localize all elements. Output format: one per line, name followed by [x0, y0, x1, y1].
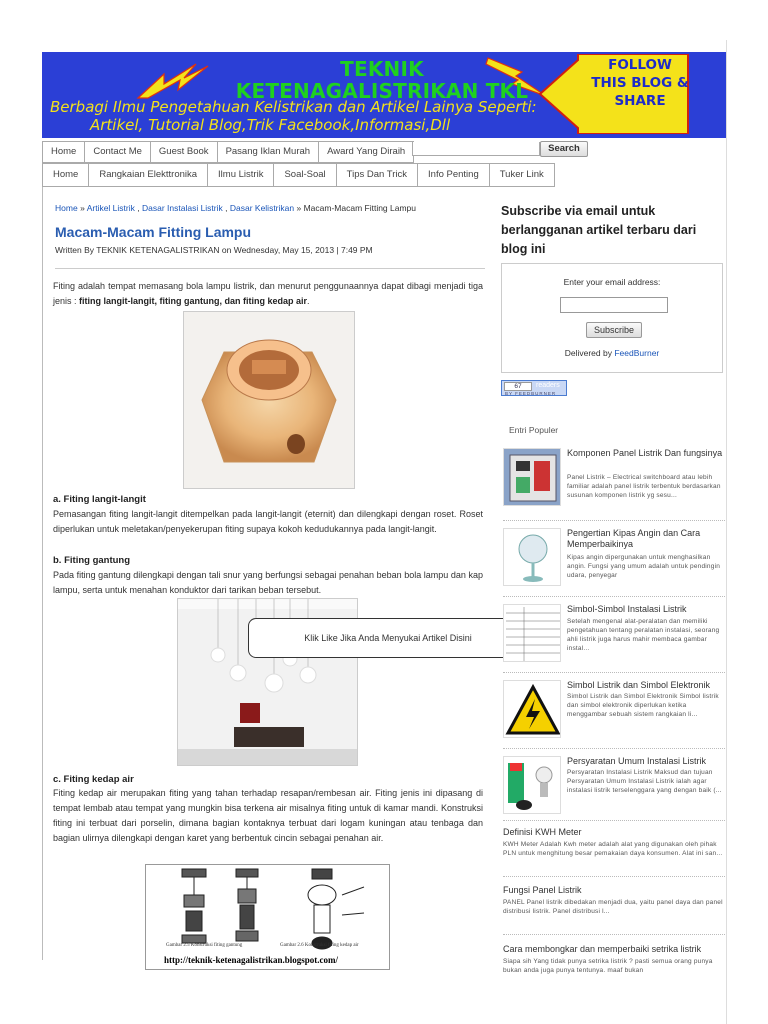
- blog-subtitle-line2: Artikel, Tutorial Blog,Trik Facebook,Informasi,Dll: [90, 116, 451, 134]
- popular-excerpt: Simbol Listrik dan Simbol Elektronik Simbol listrik dan simbol elektronik diperlukan ketika menggambar sebuah sistem rangkaian li...: [567, 693, 719, 718]
- nav-item-award[interactable]: Award Yang Diraih: [319, 142, 414, 162]
- warning-thumbnail: [503, 680, 561, 738]
- readers-footer: BY FEEDBURNER: [505, 391, 557, 396]
- popular-title[interactable]: Pengertian Kipas Angin dan Cara Memperbaikinya: [567, 528, 701, 549]
- popular-item[interactable]: [503, 528, 725, 586]
- section-c-title: c. Fiting kedap air: [53, 774, 134, 785]
- content-frame-left: [42, 150, 43, 960]
- search-button[interactable]: Search: [540, 141, 588, 157]
- popular-item[interactable]: [503, 756, 725, 818]
- feedburner-link[interactable]: FeedBurner: [614, 348, 660, 358]
- breadcrumb-dasar-kelistrikan[interactable]: Dasar Kelistrikan: [229, 203, 295, 213]
- breadcrumb-home[interactable]: Home: [55, 203, 78, 213]
- popular-item-text[interactable]: [503, 885, 725, 916]
- search-input[interactable]: [412, 142, 540, 156]
- popular-title[interactable]: Simbol Listrik dan Simbol Elektronik: [567, 680, 711, 690]
- separator: [503, 934, 725, 935]
- subscribe-heading: Subscribe via email untuk berlangganan artikel terbaru dari blog ini: [501, 204, 697, 256]
- separator: [503, 672, 725, 673]
- fan-thumbnail: [503, 528, 561, 586]
- feedburner-readers-badge[interactable]: [501, 380, 567, 396]
- subscribe-box: [501, 263, 723, 373]
- panel-thumbnail: [503, 448, 561, 506]
- symbols-thumbnail: [503, 604, 561, 662]
- cat-nav-tuker-link[interactable]: Tuker Link: [490, 164, 555, 186]
- figure-caption-left: Gambar 2.5 Konstruksi fiting gantung: [166, 943, 243, 948]
- popular-excerpt: Panel Listrik – Electrical switchboard atau lebih familiar adalah panel listrik terbentuk berdasarkan susunan komponen listrik yg sesu...: [567, 474, 721, 499]
- nav-item-contact[interactable]: Contact Me: [85, 142, 151, 162]
- popular-item-text[interactable]: [503, 944, 725, 975]
- top-nav: [42, 141, 414, 163]
- breadcrumb: Home » Artikel Listrik , Dasar Instalasi Listrik , Dasar Kelistrikan » Macam-Macam Fitting Lampu: [55, 203, 417, 213]
- popular-excerpt: Setelah mengenal alat-peralatan dan memiliki pengetahuan tentang peralatan instalasi, seorang ahli listrik juga harus mahir membaca gambar instal...: [567, 618, 720, 652]
- section-a-title: a. Fiting langit-langit: [53, 494, 146, 505]
- readers-count: 67: [504, 382, 532, 391]
- separator: [503, 820, 725, 821]
- popular-excerpt: KWH Meter Adalah Kwh meter adalah alat yang digunakan oleh pihak PLN untuk menghitung besar pemakaian daya konsumen. Alat ini san...: [503, 841, 723, 857]
- breadcrumb-sep: »: [80, 203, 85, 213]
- cat-nav-soal[interactable]: Soal-Soal: [274, 164, 336, 186]
- section-b-title: b. Fiting gantung: [53, 555, 131, 566]
- popular-title[interactable]: Fungsi Panel Listrik: [503, 885, 582, 895]
- blog-subtitle-line1: Berbagi Ilmu Pengetahuan Kelistrikan dan Artikel Lainya Seperti:: [50, 98, 537, 116]
- popular-title[interactable]: Simbol-Simbol Instalasi Listrik: [567, 604, 687, 614]
- popular-item[interactable]: [503, 680, 725, 742]
- popular-title[interactable]: Definisi KWH Meter: [503, 827, 582, 837]
- email-field[interactable]: [560, 297, 668, 313]
- cat-nav-info[interactable]: Info Penting: [418, 164, 490, 186]
- follow-blog-badge[interactable]: FOLLOW THIS BLOG & SHARE: [591, 57, 689, 109]
- figure-caption-right: Gambar 2.6 Konstruksi fiting kedap air: [280, 943, 359, 948]
- separator: [503, 596, 725, 597]
- blog-title[interactable]: TEKNIK KETENAGALISTRIKAN TKL: [235, 57, 529, 103]
- category-nav: [42, 163, 555, 187]
- intro-bold: fiting langit-langit, fiting gantung, dan fiting kedap air: [79, 296, 307, 306]
- breadcrumb-artikel-listrik[interactable]: Artikel Listrik: [86, 203, 135, 213]
- popular-heading: Entri Populer: [509, 425, 559, 435]
- popular-excerpt: Persyaratan Instalasi Listrik Maksud dan tujuan Persyaratan Umum Instalasi Listrik ialah agar instalasi listrik terselenggara yang dengan baik (...: [567, 769, 722, 794]
- cat-nav-home[interactable]: Home: [42, 164, 89, 186]
- post-meta: Written By TEKNIK KETENAGALISTRIKAN on Wednesday, May 15, 2013 | 7:49 PM: [55, 245, 373, 255]
- section-c-text: Fiting kedap air merupakan fiting yang tahan terhadap resapan/rembesan air. Fiting jenis ini dipasang di tempat lembab atau tempat yang mungkin bisa terkena air misalnya fiting untuk di kamar mandi. Konstruksi fiting ini terbuat dari porselin, dimana bagian kontaknya terbuat dari logam kuningan atau tenbaga dan bagian ulirnya dilengkapi dengan karet yang berbentuk cincin sebagai penahan air.: [53, 788, 483, 843]
- popular-title[interactable]: Komponen Panel Listrik Dan fungsinya: [567, 448, 723, 458]
- breadcrumb-dasar-instalasi[interactable]: Dasar Instalasi Listrik: [141, 203, 223, 213]
- lightning-bolt-icon: [134, 60, 224, 100]
- separator: [503, 748, 725, 749]
- popular-item[interactable]: [503, 604, 725, 666]
- popular-title[interactable]: Cara membongkar dan memperbaiki setrika listrik: [503, 944, 702, 954]
- like-popup[interactable]: Klik Like Jika Anda Menyukai Artikel Disini: [248, 618, 528, 658]
- nav-item-pasang-iklan[interactable]: Pasang Iklan Murah: [218, 142, 320, 162]
- nav-item-guestbook[interactable]: Guest Book: [151, 142, 218, 162]
- cat-nav-rangkaian[interactable]: Rangkaian Elekttronika: [89, 164, 208, 186]
- separator: [503, 876, 725, 877]
- intro-text: Fiting adalah tempat memasang bola lampu listrik, dan menurut penggunaannya dapat dibagi menjadi tiga jenis :: [53, 281, 483, 306]
- popular-excerpt: PANEL Panel listrik dibedakan menjadi dua, yaitu panel daya dan panel distribusi listrik. Panel distribusi l...: [503, 899, 723, 915]
- ceiling-fitting-image: [183, 311, 355, 489]
- popular-excerpt: Kipas angin dipergunakan untuk menghasilkan angin. Fungsi yang umum adalah untuk pendingin udara, penyegar: [567, 554, 721, 579]
- installation-thumbnail: [503, 756, 561, 814]
- nav-item-home[interactable]: Home: [42, 142, 85, 162]
- figure-watermark-url: http://teknik-ketenagalistrikan.blogspot.com/: [164, 955, 339, 965]
- separator: [503, 520, 725, 521]
- intro-end: .: [307, 296, 310, 306]
- subscribe-button[interactable]: Subscribe: [586, 322, 642, 338]
- popular-excerpt: Siapa sih Yang tidak punya setrika listrik ? pasti semua orang punya bukan anda juga punya tentunya. maaf bukan: [503, 958, 713, 974]
- cat-nav-ilmu-listrik[interactable]: Ilmu Listrik: [208, 164, 274, 186]
- breadcrumb-current: Macam-Macam Fitting Lampu: [303, 203, 417, 213]
- divider: [55, 268, 485, 269]
- post-intro: [53, 279, 483, 309]
- readers-word: readers: [536, 382, 560, 389]
- cat-nav-tips[interactable]: Tips Dan Trick: [337, 164, 418, 186]
- delivered-by-text: Delivered by: [564, 348, 612, 358]
- delivered-by: [502, 348, 722, 358]
- section-a-text: Pemasangan fiting langit-langit ditempelkan pada langit-langit (eternit) dan dilengkapi dengan roset. Roset diperlukan untuk meletakan/penyekerupan fiting supaya kokoh kedudukannya pada langit-langit.: [53, 509, 483, 534]
- post-title[interactable]: Macam-Macam Fitting Lampu: [55, 224, 252, 240]
- popular-title[interactable]: Persyaratan Umum Instalasi Listrik: [567, 756, 707, 766]
- popular-item-text[interactable]: [503, 827, 725, 858]
- popular-item[interactable]: [503, 448, 725, 510]
- email-label: Enter your email address:: [563, 277, 661, 287]
- section-b-text: Pada fiting gantung dilengkapi dengan tali snur yang berfungsi sebagai penahan beban bola lampu dan kap lampu, serta untuk menahan konduktor dari tarikan beban tersebut.: [53, 570, 483, 595]
- breadcrumb-sep-2: »: [296, 203, 302, 213]
